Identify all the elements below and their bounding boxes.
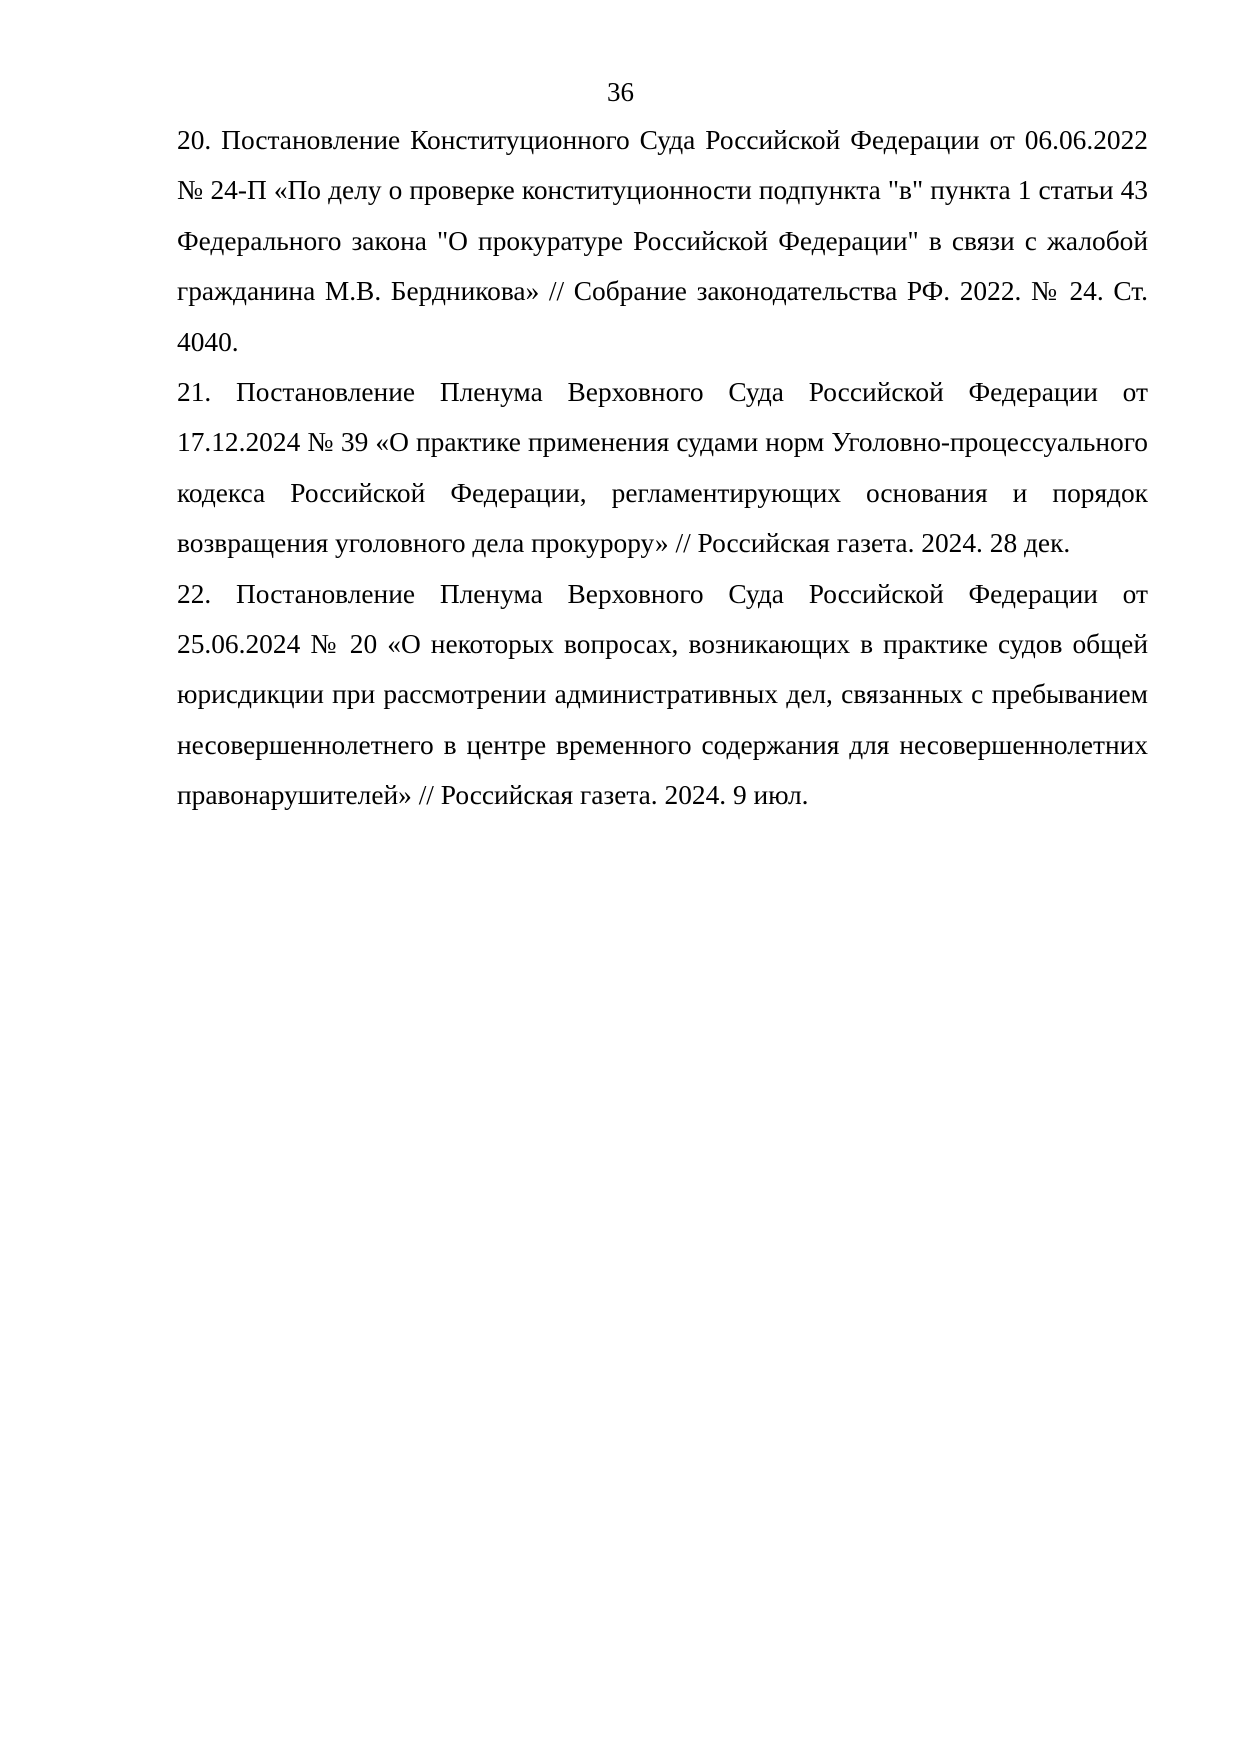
reference-item-21: 21. Постановление Пленума Верховного Суда Российской Федерации от 17.12.2024 № 39 «О практике применения судами норм Уголовно-процессуального кодекса Российской Федерации, регламентирующих основания и порядок возвращения уголовного дела прокурору» // Российская газета. 2024. 28 дек. <box>177 377 1148 559</box>
page-number: 36 <box>607 77 634 107</box>
reference-item-20: 20. Постановление Конституционного Суда Российской Федерации от 06.06.2022 № 24-П «По делу о проверке конституционности подпункта "в" пункта 1 статьи 43 Федерального закона "О прокуратуре Российской Федерации" в связи с жалобой гражданина М.В. Бердникова» // Собрание законодательства РФ. 2022. № 24. Ст. 4040. <box>177 125 1148 357</box>
reference-list <box>177 115 1148 821</box>
reference-item-22: 22. Постановление Пленума Верховного Суда Российской Федерации от 25.06.2024 № 20 «О некоторых вопросах, возникающих в практике судов общей юрисдикции при рассмотрении административных дел, связанных с пребыванием несовершеннолетнего в центре временного содержания для несовершеннолетних правонарушителей» // Российская газета. 2024. 9 июл. <box>177 578 1148 811</box>
